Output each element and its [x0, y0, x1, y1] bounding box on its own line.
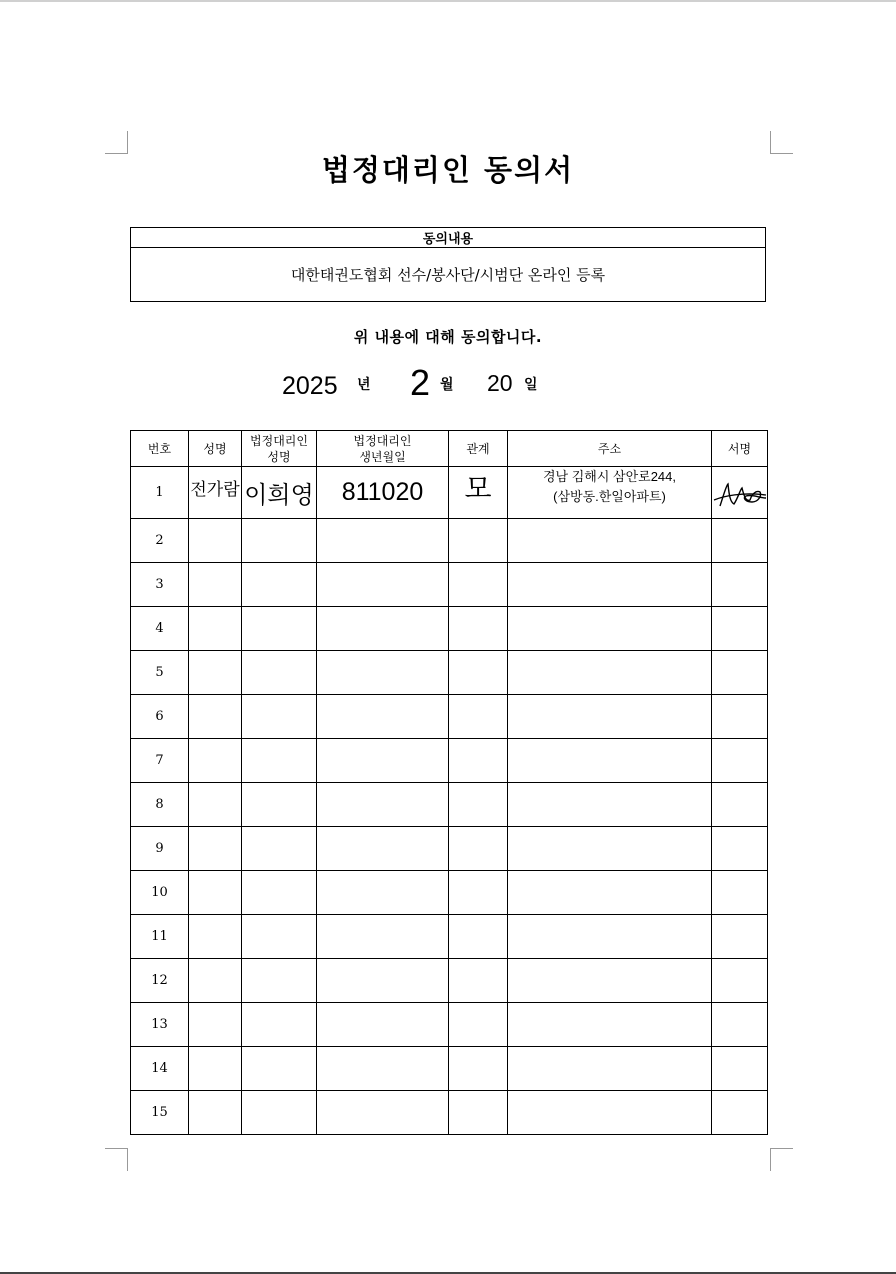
address-line2: (삼방동.한일아파트) [553, 489, 666, 504]
address [508, 783, 712, 827]
consent-box [130, 227, 766, 302]
table-row [131, 519, 768, 563]
signature-cell [712, 915, 768, 959]
date-day: 20 [487, 370, 513, 396]
guardian-birthdate [317, 607, 449, 651]
header-name: 성명 [189, 431, 242, 467]
signature-cell [712, 783, 768, 827]
row-number: 11 [131, 915, 189, 959]
date-year: 2025 [282, 372, 338, 400]
student-name [189, 563, 242, 607]
table-row [131, 915, 768, 959]
relation [449, 519, 508, 563]
signature-cell [712, 1047, 768, 1091]
date-day-label: 일 [524, 377, 538, 393]
row-number: 1 [131, 467, 189, 519]
consent-header: 동의내용 [131, 228, 766, 248]
address [508, 467, 712, 519]
row-number: 5 [131, 651, 189, 695]
header-signature: 서명 [712, 431, 768, 467]
signature-cell [712, 695, 768, 739]
date-year-label: 년 [357, 377, 371, 393]
table-row [131, 1047, 768, 1091]
table-row [131, 651, 768, 695]
signature-cell [712, 959, 768, 1003]
signature-cell [712, 1091, 768, 1135]
date-month-label: 월 [440, 377, 454, 393]
relation [449, 827, 508, 871]
row-number: 4 [131, 607, 189, 651]
guardian-birthdate [317, 783, 449, 827]
row-number: 10 [131, 871, 189, 915]
handwritten-signature-icon [712, 476, 768, 510]
guardian-name [242, 519, 317, 563]
row-number: 8 [131, 783, 189, 827]
row-number: 7 [131, 739, 189, 783]
relation [449, 651, 508, 695]
table-row [131, 827, 768, 871]
row-number: 6 [131, 695, 189, 739]
table-row [131, 467, 768, 519]
student-name [189, 915, 242, 959]
guardian-name [242, 607, 317, 651]
table-row [131, 695, 768, 739]
student-name [189, 695, 242, 739]
guardian-name [242, 651, 317, 695]
header-address: 주소 [508, 431, 712, 467]
guardian-name [242, 1003, 317, 1047]
relation [449, 563, 508, 607]
relation [449, 1091, 508, 1135]
relation [449, 783, 508, 827]
signature-cell [712, 519, 768, 563]
row-number: 15 [131, 1091, 189, 1135]
student-name [189, 651, 242, 695]
student-name [189, 827, 242, 871]
student-name [189, 959, 242, 1003]
signature-cell [712, 739, 768, 783]
address [508, 563, 712, 607]
guardian-birthdate [317, 1091, 449, 1135]
student-name [189, 783, 242, 827]
guardian-name [242, 695, 317, 739]
guardian-birthdate [317, 563, 449, 607]
table-row [131, 739, 768, 783]
header-relation: 관계 [449, 431, 508, 467]
student-name [189, 871, 242, 915]
guardian-birthdate: 811020 [317, 467, 449, 519]
table-row [131, 871, 768, 915]
signature-cell [712, 871, 768, 915]
header-guardian-name [242, 431, 317, 467]
guardian-birthdate [317, 739, 449, 783]
agreement-statement: 위 내용에 대해 동의합니다. [353, 328, 543, 346]
guardian-birthdate [317, 959, 449, 1003]
guardian-name [242, 1047, 317, 1091]
guardian-name [242, 871, 317, 915]
address [508, 1091, 712, 1135]
guardian-birthdate [317, 519, 449, 563]
address [508, 695, 712, 739]
relation [449, 915, 508, 959]
signature-cell [712, 651, 768, 695]
guardian-birthdate [317, 915, 449, 959]
table-row [131, 1003, 768, 1047]
guardian-birthdate [317, 871, 449, 915]
header-guardian-name-line2: 성명 [267, 449, 291, 464]
address [508, 959, 712, 1003]
guardian-birthdate [317, 827, 449, 871]
guardian-name [242, 783, 317, 827]
guardian-birthdate [317, 1003, 449, 1047]
crop-mark-top-left [105, 131, 128, 154]
relation: 모 [449, 467, 508, 519]
guardian-name [242, 563, 317, 607]
row-number: 9 [131, 827, 189, 871]
page-top-edge [0, 0, 896, 2]
table-row [131, 563, 768, 607]
consent-body: 대한태권도협회 선수/봉사단/시범단 온라인 등록 [131, 248, 766, 302]
signature-cell [712, 607, 768, 651]
table-row [131, 783, 768, 827]
student-name [189, 1003, 242, 1047]
address [508, 915, 712, 959]
guardian-name [242, 739, 317, 783]
address [508, 607, 712, 651]
student-name [189, 519, 242, 563]
row-number: 14 [131, 1047, 189, 1091]
address [508, 519, 712, 563]
guardian-name: 이희영 [242, 467, 317, 519]
student-name [189, 1047, 242, 1091]
table-row [131, 607, 768, 651]
row-number: 3 [131, 563, 189, 607]
guardian-birthdate [317, 651, 449, 695]
signature-cell [712, 1003, 768, 1047]
guardian-birthdate [317, 1047, 449, 1091]
header-guardian-name-line1: 법정대리인 [250, 433, 308, 448]
address-line1: 경남 김해시 삼안로244, [543, 469, 676, 484]
guardian-birthdate [317, 695, 449, 739]
document-title: 법정대리인 동의서 [321, 153, 575, 187]
guardian-name [242, 1091, 317, 1135]
signature-cell [712, 467, 768, 519]
relation [449, 1047, 508, 1091]
header-guardian-birth-line2: 생년월일 [359, 449, 406, 464]
relation [449, 871, 508, 915]
guardian-name [242, 915, 317, 959]
table-header-row [131, 431, 768, 467]
relation [449, 607, 508, 651]
address [508, 1003, 712, 1047]
address [508, 651, 712, 695]
student-name [189, 1091, 242, 1135]
student-name: 전가람 [189, 467, 242, 519]
header-guardian-birth-line1: 법정대리인 [353, 433, 412, 448]
relation [449, 1003, 508, 1047]
row-number: 2 [131, 519, 189, 563]
student-name [189, 739, 242, 783]
student-name [189, 607, 242, 651]
row-number: 12 [131, 959, 189, 1003]
registration-table [130, 430, 768, 1135]
address [508, 739, 712, 783]
signature-cell [712, 827, 768, 871]
crop-mark-bottom-right [770, 1148, 793, 1171]
header-no: 번호 [131, 431, 189, 467]
table-row [131, 1091, 768, 1135]
address [508, 827, 712, 871]
relation [449, 959, 508, 1003]
address [508, 1047, 712, 1091]
row-number: 13 [131, 1003, 189, 1047]
guardian-name [242, 827, 317, 871]
crop-mark-bottom-left [105, 1148, 128, 1171]
address [508, 871, 712, 915]
table-row [131, 959, 768, 1003]
crop-mark-top-right [770, 131, 793, 154]
guardian-name [242, 959, 317, 1003]
header-guardian-birth [317, 431, 449, 467]
relation [449, 739, 508, 783]
relation [449, 695, 508, 739]
signature-cell [712, 563, 768, 607]
date-month: 2 [410, 362, 431, 403]
